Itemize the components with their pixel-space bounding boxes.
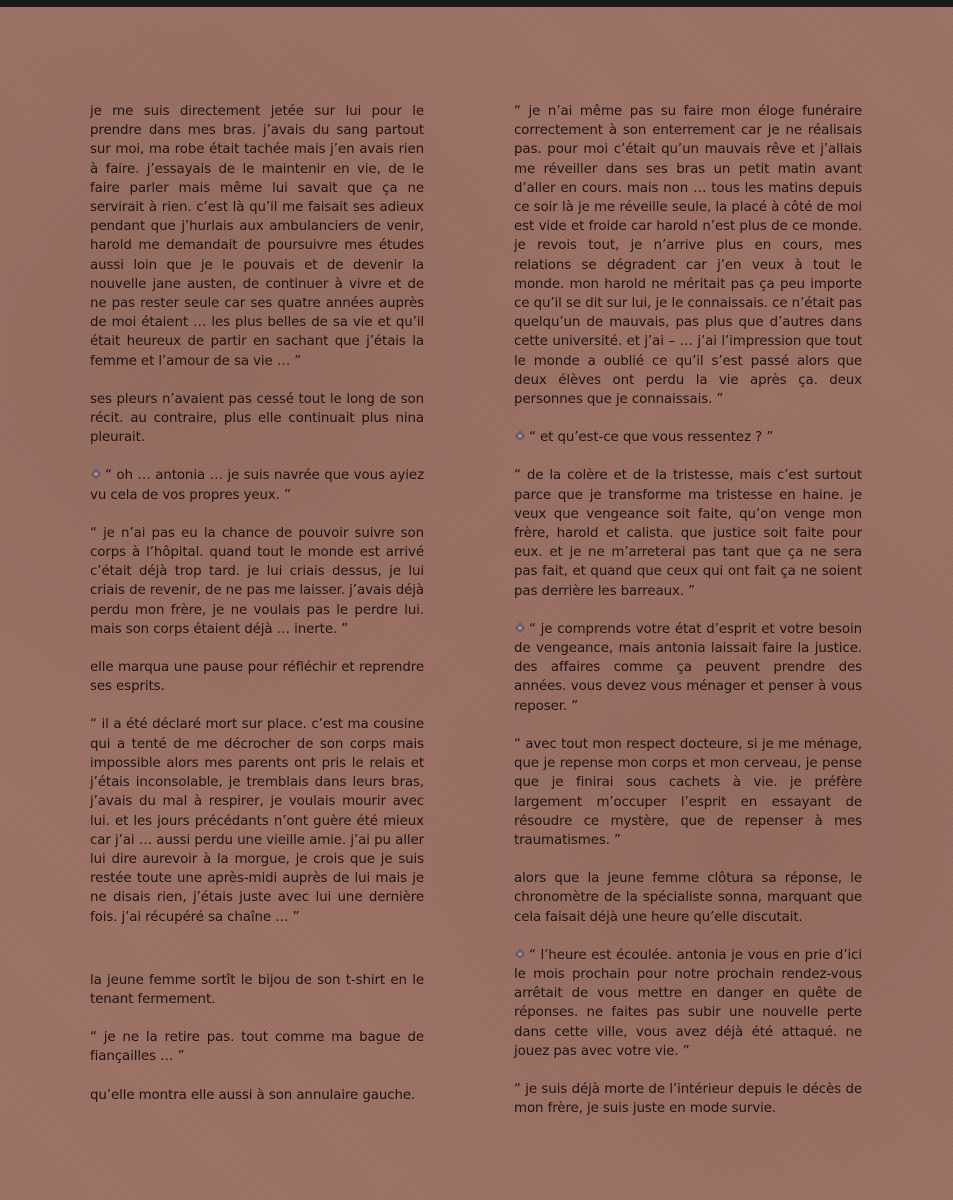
paragraph-text: “ oh … antonia … je suis navrée que vous ayiez vu cela de vos propres yeux. ” [90,468,424,503]
dialogue-doctor [514,620,862,716]
paragraph: “ je suis déjà morte de l’intérieur depuis le décès de mon frère, je suis juste en mode survie. [514,1081,862,1117]
paragraph-text: “ l’heure est écoulée. antonia je vous en prie d’ici le mois prochain pour notre prochain rendez-vous arrêtait de vous mettre en danger en quête de réponses. ne faites pas subir une nouvelle perte dans cette ville, vous avez déjà été attaqué. ne jouez pas avec votre vie. ” [514,947,862,1059]
flower-icon [514,948,526,960]
paragraph: ses pleurs n’avaient pas cessé tout le long de son récit. au contraire, plus elle continuait plus nina pleurait. [90,391,424,446]
paragraph-text: “ je comprends votre état d’esprit et votre besoin de vengeance, mais antonia laissait faire la justice. des affaires comme ça peuvent prendre des années. vous devez vous ménager et penser à vous reposer. ” [514,621,862,714]
flower-icon [514,622,526,634]
right-column [514,102,862,1137]
left-column [90,102,424,1124]
paragraph: je me suis directement jetée sur lui pour le prendre dans mes bras. j’avais du sang partout sur moi, ma robe était tachée mais j’en avais rien à faire. j’essayais de le maintenir en vie, de le faire parler mais même lui savait que ça ne servirait à rien. c’est là qu’il me faisait ses adieux pendant que j’hurlais aux ambulanciers de venir, harold me demandait de poursuivre mes études aussi loin que je le pouvais et de devenir la nouvelle jane austen, de continuer à vivre et de ne pas rester seule car ses quatre années auprès de moi étaient … les plus belles de sa vie et qu’il était heureux de partir en sachant que j’étais la femme et l’amour de sa vie … ” [90,104,424,369]
paragraph: la jeune femme sortît le bijou de son t-shirt en le tenant fermement. [90,972,424,1007]
dialogue-doctor [514,946,862,1061]
paragraph-text: “ et qu’est-ce que vous ressentez ? ” [529,430,774,446]
paragraph: qu’elle montra elle aussi à son annulaire gauche. [90,1087,416,1103]
paragraph: “ je n’ai même pas su faire mon éloge funéraire correctement à son enterrement car je ne réalisais pas. pour moi c’était qu’un mauvais rêve et j’allais me réveiller dans ses bras un petit matin avant d’aller en cours. mais non … tous les matins depuis ce soir là je me réveille seule, la placé à côté de moi est vide et froide car harold n’est plus de ce monde. je revois tout, je n’arrive plus en cours, mes relations se dégradent car j’en veux à tout le monde. mon harold ne méritait pas ça peu importe ce qu’il se dit sur lui, je le connaissais. ce n’était pas quelqu’un de mauvais, pas plus que d’autres dans cette université. et j’ai – … j’ai l’impression que tout le monde a oublié ce qu’il s’est passé alors que deux élèves ont perdu la vie après ça. deux personnes que je connaissais. ” [514,104,862,408]
flower-icon [514,430,526,442]
paragraph: elle marqua une pause pour réfléchir et reprendre ses esprits. [90,660,424,695]
paragraph: “ je n’ai pas eu la chance de pouvoir suivre son corps à l’hôpital. quand tout le monde est arrivé c’était déjà trop tard. je lui criais dessus, je lui criais de revenir, de ne pas me laisser. j’avais déjà perdu mon frère, je ne voulais pas le perdre lui. mais son corps étaient déjà … inerte. ” [90,525,424,637]
flower-icon [90,468,102,480]
dialogue-doctor [514,428,862,447]
top-bar [0,0,953,7]
paragraph: “ il a été déclaré mort sur place. c’est ma cousine qui a tenté de me décrocher de son corps mais impossible alors mes parents ont pris le relais et j’étais inconsolable, je tremblais dans leurs bras, j’avais du mal à respirer, je voulais mourir avec lui. et les jours précédants n’ont guère été mieux car j’ai … aussi perdu une vieille amie. j’ai pu aller lui dire aurevoir à la morgue, je crois que je suis restée toute une après-midi auprès de lui mais je ne disais rien, j’étais juste avec lui une dernière fois. j’ai récupéré sa chaîne … ” [90,717,424,925]
paragraph: alors que la jeune femme clôtura sa réponse, le chronomètre de la spécialiste sonna, marquant que cela faisait déjà une heure qu’elle discutait. [514,871,862,925]
paragraph: “ avec tout mon respect docteure, si je me ménage, que je repense mon corps et mon cerveau, je pense que je finirai sous cachets à vie. je préfère largement m’occuper l’esprit en essayant de résoudre ce mystère, que de repenser à mes traumatismes. ” [514,736,862,848]
dialogue-doctor [90,466,424,504]
paragraph: “ je ne la retire pas. tout comme ma bague de fiançailles … ” [90,1030,424,1065]
paragraph: “ de la colère et de la tristesse, mais c’est surtout parce que je transforme ma tristesse en haine. je veux que vengeance soit faite, qu’on venge mon frère, harold et calista. que justice soit faite pour eux. et je ne m’arreterai pas tant que ça ne sera pas fait, et quand que ceux qui ont fait ça ne soient pas derrière les barreaux. ” [514,468,862,599]
